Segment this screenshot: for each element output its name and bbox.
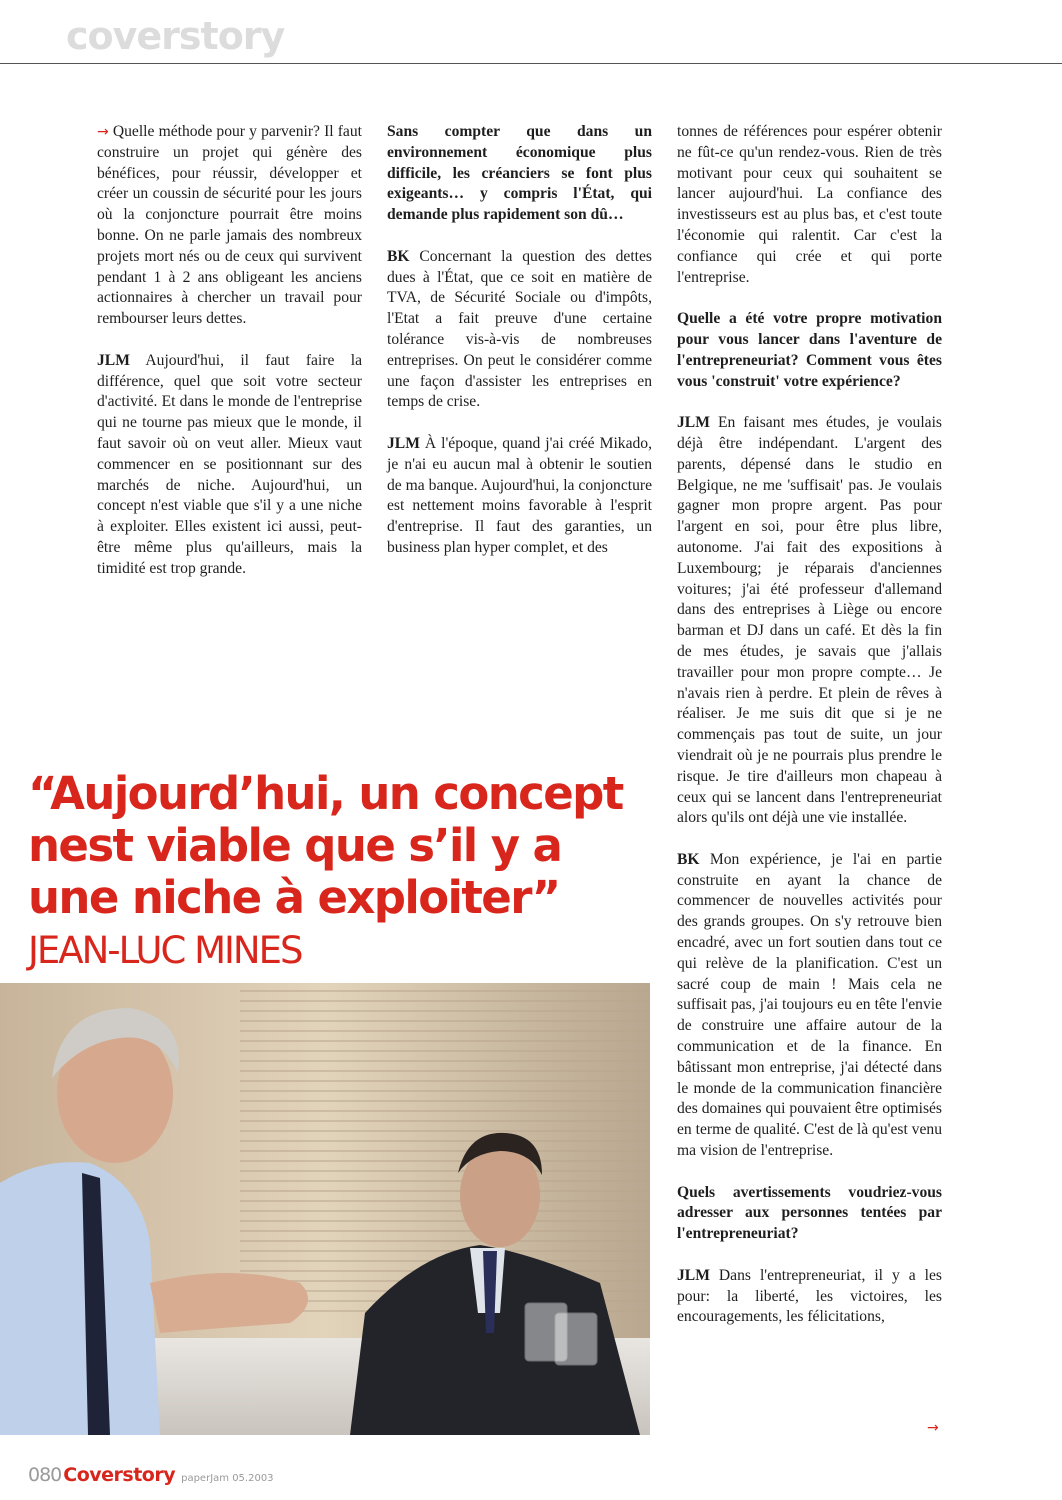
speaker-initials: JLM (677, 414, 710, 432)
paragraph-text: Aujourd'hui, il faut faire la différence, quel que soit votre secteur d'activité. Et dans le monde de l'entreprise qui ne tourne pas mieux que le monde, il faut savoir où on veut aller. Mieux vaut commencer en se positionnant sur des marchés de niche. Aujourd'hui, un concept n'est viable que s'il y a une niche à exploiter. Elles existent ici aussi, peut-être même plus qu'ailleurs, mais la timidité est trop grande. (97, 351, 362, 577)
continue-arrow-icon[interactable]: → (927, 1420, 939, 1436)
article-column-3 (677, 122, 942, 1349)
interview-question: Sans compter que dans un environnement économique plus difficile, les créanciers se font plus exigeants… y compris l'État, qui demande plus rapidement son dû… (387, 123, 652, 224)
paragraph-text: À l'époque, quand j'ai créé Mikado, je n'ai eu aucun mal à obtenir le soutien de ma banque. Aujourd'hui, la conjoncture est nettement moins favorable à l'esprit d'entreprise. Il faut des garanties, un business plan hyper complet, et des (387, 434, 652, 556)
pull-quote-line: une niche à exploiter” (28, 871, 560, 924)
right-arrow-icon: → (97, 124, 109, 140)
speaker-initials: JLM (387, 434, 420, 452)
section-header-word: coverstory (66, 14, 285, 58)
paragraph (97, 122, 362, 330)
paragraph (677, 413, 942, 829)
paragraph-text: Quelle méthode pour y parvenir? Il faut construire un projet qui génère des bénéfices, pour réussir, développer et créer un coussin de sécurité pour les jours où la conjoncture pourrait être moins bonne. On ne parle jamais des nombreux projets mort nés ou de ceux qui survivent pendant 1 à 2 ans obligeant les anciens actionnaires à chercher un travail pour rembourser leurs dettes. (97, 123, 362, 328)
paragraph (97, 351, 362, 580)
footer-section: Coverstory (63, 1464, 176, 1486)
interview-question: Quelle a été votre propre motivation pour vous lancer dans l'aventure de l'entrepreneuriat? Comment vous êtes vous 'construit' votre expérience? (677, 310, 942, 390)
paragraph (387, 247, 652, 413)
pull-quote-line: nest viable que s’il y a (28, 819, 562, 872)
paragraph-text: Concernant la question des dettes dues à l'État, que ce soit en matière de TVA, de Sécurité Sociale ou d'impôts, l'Etat a fait preuve d'une certaine tolérance vis-à-vis de nombreuses entreprises. On peut le considérer comme une façon d'assister les entreprises en temps de crise. (387, 247, 652, 411)
paragraph-text: Dans l'entrepreneuriat, il y a les pour: la liberté, les victoires, les encouragements, les félicitations, (677, 1266, 942, 1326)
speaker-initials: BK (677, 850, 700, 868)
paragraph-text: En faisant mes études, je voulais déjà être indépendant. L'argent des parents, dépensé dans le studio en Belgique, ne me 'suffisait' pas. Je voulais gagner mon propre argent. Pas pour l'argent en soi, pour être plus libre, autonome. J'ai fait des expositions à Luxembourg; je réparais d'anciennes voitures; j'ai été professeur d'allemand dans des entreprises à Liège ou encore barman et DJ dans un café. Et dès la fin de mes études, je savais que j'allais travailler pour mon propre compte… Je n'avais rien à perdre. Et plein de rêves à réaliser. Je me suis dit que si je ne commençais pas tout de suite, un jour viendrait où je ne pourrais plus prendre le risque. Je tire d'ailleurs mon chapeau à ceux qui se lancent dans l'entrepreneuriat alors qu'ils ont déjà une vie installée. (677, 414, 942, 827)
paragraph (677, 1266, 942, 1328)
interview-photo (0, 983, 650, 1435)
speaker-initials: BK (387, 247, 410, 265)
page-number: 080 (28, 1464, 62, 1486)
paragraph: tonnes de références pour espérer obtenir ne fût-ce qu'un rendez-vous. Rien de très motivant pour ceux qui souhaitent se lancer aujourd'hui. La confiance des investisseurs est au plus bas, et c'est toute l'économie qui ralentit. Car c'est la confiance qui crée et qui porte l'entreprise. (677, 123, 942, 286)
page-footer (28, 1464, 274, 1486)
paragraph-text: Mon expérience, je l'ai en partie construite en ayant la chance de commencer de nouvelles activités pour des grands groupes. On s'y retrouve bien encadré, avec un fort soutien dans tout ce qui relève de la planification. C'est un sacré coup de main ! Mais cela ne suffisait pas, j'ai toujours eu en tête l'envie de construire une affaire autour de la communication et de la finance. En bâtissant mon entreprise, j'ai détecté dans le monde de la communication financière des domaines qui pouvaient être optimisés en terme de qualité. C'est de là qu'est venu ma vision de l'entreprise. (677, 850, 942, 1160)
pull-quote (28, 768, 668, 924)
photo-illustration (0, 983, 650, 1435)
pull-quote-line: “Aujourd’hui, un concept (28, 767, 623, 820)
pull-quote-author: JEAN-LUC MINES (28, 929, 302, 972)
interview-question: Quels avertissements voudriez-vous adresser aux personnes tentées par l'entrepreneuriat? (677, 1183, 942, 1243)
header-divider (0, 63, 1062, 64)
publication-info: paperJam 05.2003 (181, 1473, 274, 1484)
speaker-initials: JLM (677, 1266, 710, 1284)
article-column-1 (97, 122, 362, 600)
paragraph (387, 434, 652, 559)
speaker-initials: JLM (97, 351, 130, 369)
article-column-2 (387, 122, 652, 580)
paragraph (677, 850, 942, 1162)
